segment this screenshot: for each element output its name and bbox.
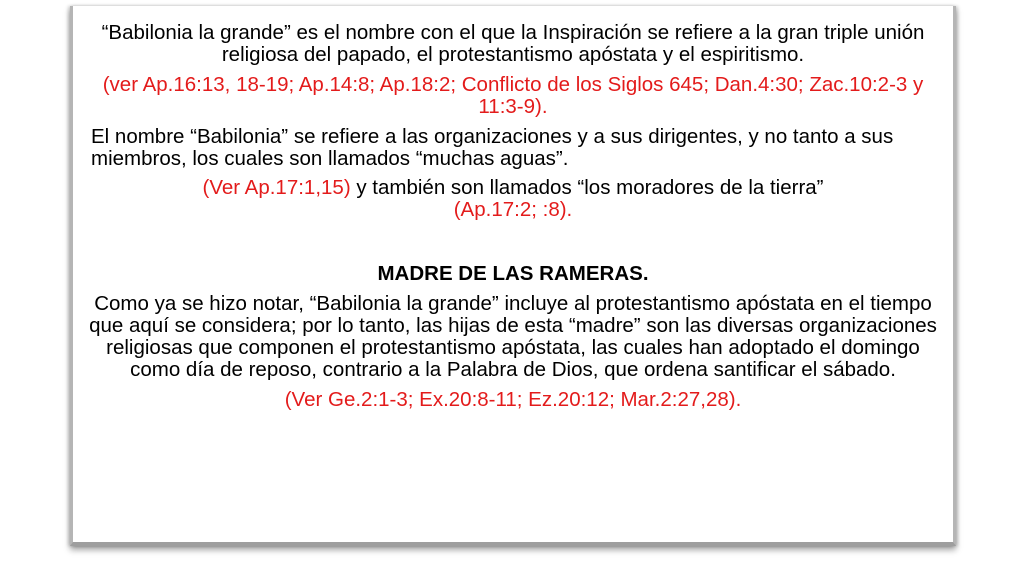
reference-2-red: (Ver Ap.17:1,15) <box>202 176 351 199</box>
section-heading: MADRE DE LAS RAMERAS. <box>377 262 649 285</box>
paragraph-madre: Como ya se hizo notar, “Babilonia la grande” incluye al protestantismo apóstata en el tiempo que aquí se considera; por lo tanto, las hijas de esta “madre” son las diversas organizaciones religiosas que componen el protestantismo apóstata, las cuales han adoptado el domingo como día de reposo, contrario a la Palabra de Dios, que ordena santificar el sábado. <box>89 292 937 381</box>
reference-3: (Ver Ge.2:1-3; Ex.20:8-11; Ez.20:12; Mar.2:27,28). <box>284 388 742 411</box>
reference-2-text: y también son llamados “los moradores de la tierra” <box>350 176 824 199</box>
reference-2-red-end: (Ap.17:2; :8). <box>453 198 573 221</box>
text-box <box>70 6 956 546</box>
paragraph-babilonia-definition: “Babilonia la grande” es el nombre con el que la Inspiración se refiere a la gran triple unión religiosa del papado, el protestantismo apóstata y el espiritismo. <box>101 21 925 66</box>
paragraph-babilonia-name: El nombre “Babilonia” se refiere a las organizaciones y a sus dirigentes, y no tanto a sus miembros, los cuales son llamados “muchas aguas”. <box>91 125 894 170</box>
reference-2 <box>87 177 939 221</box>
reference-1: (ver Ap.16:13, 18-19; Ap.14:8; Ap.18:2; Conflicto de los Siglos 645; Dan.4:30; Zac.10:2-3 y 11:3-9). <box>102 73 924 118</box>
